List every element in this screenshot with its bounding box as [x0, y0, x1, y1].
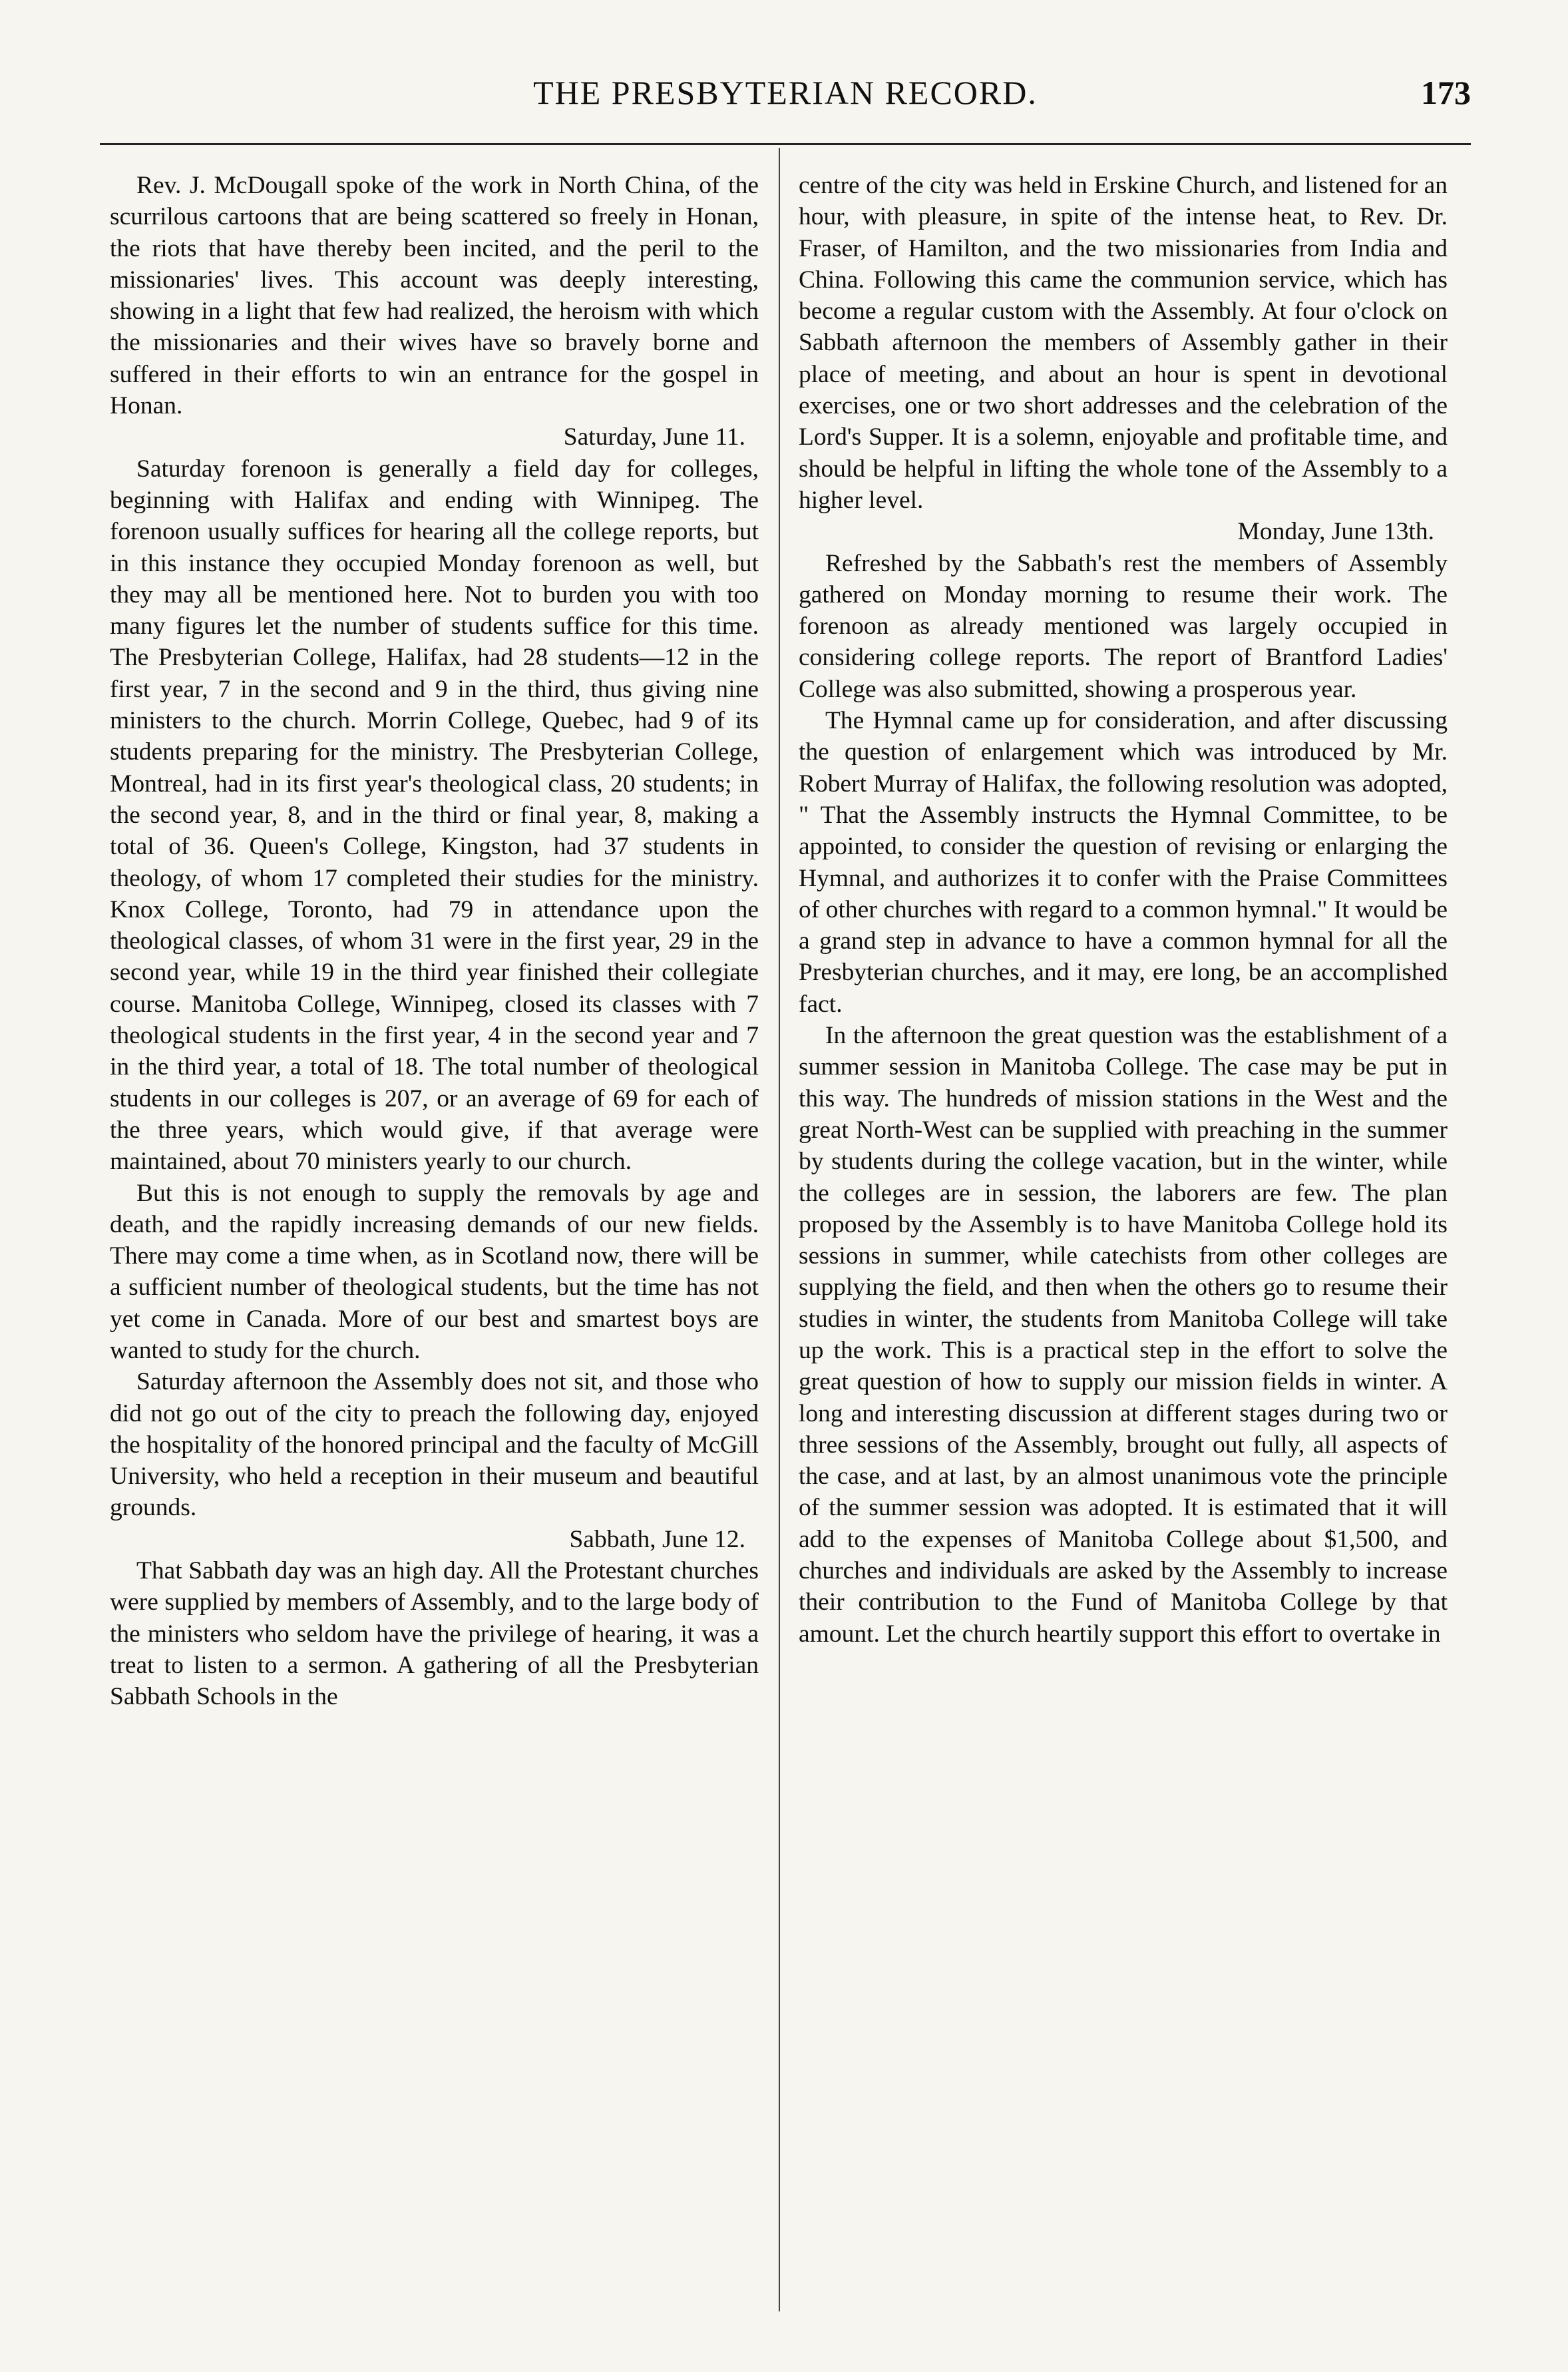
paragraph: Rev. J. McDougall spoke of the work in North China, of the scurrilous cartoons that are being scattered so freely in Honan, the riots that have thereby been incited, and the peril to the missionaries' lives. This account was deeply interesting, showing in a light that few had realized, the heroism with which the missionaries and their wives have so bravely borne and suffered in their efforts to win an entrance for the gospel in Honan.: [110, 172, 759, 420]
paragraph: Refreshed by the Sabbath's rest the members of Assembly gathered on Monday morning to resume their work. The forenoon as already mentioned was largely occupied in considering college reports. The report of Brantford Ladies' College was also submitted, showing a prosperous year.: [799, 549, 1448, 703]
paragraph: The Hymnal came up for consideration, and after discussing the question of enlargement which was introduced by Mr. Robert Murray of Halifax, the following resolution was adopted, " That the Assembly instructs the Hymnal Committee, to be appointed, to consider the question of revising or enlarging the Hymnal, and authorizes it to confer with the Praise Committees of other churches with regard to a common hymnal." It would be a grand step in advance to have a common hymnal for all the Presbyterian churches, and it may, ere long, be an accomplished fact.: [799, 707, 1448, 1018]
paragraph: centre of the city was held in Erskine Church, and listened for an hour, with pleasure, in spite of the intense heat, to Rev. Dr. Fraser, of Hamilton, and the two missionaries from India and China. Following this came the communion service, which has become a regular custom with the Assembly. At four o'clock on Sabbath afternoon the members of Assembly gather in their place of meeting, and about an hour is spent in devotional exercises, one or two short addresses and the celebration of the Lord's Supper. It is a solemn, enjoyable and profitable time, and should be helpful in lifting the whole tone of the Assembly to a higher level.: [799, 172, 1448, 514]
page-header: [100, 73, 1471, 126]
paragraph: Saturday forenoon is generally a field day for colleges, beginning with Halifax and ending with Winnipeg. The forenoon usually suffices for hearing all the college reports, but in this instance they occupied Monday forenoon as well, but they may all be mentioned here. Not to burden you with too many figures let the number of students suffice for this time. The Presbyterian College, Halifax, had 28 students—12 in the first year, 7 in the second and 9 in the third, thus giving nine ministers to the church. Morrin College, Quebec, had 9 of its students preparing for the ministry. The Presbyterian College, Montreal, had in its first year's theological class, 20 students; in the second year, 8, and in the third or final year, 8, making a total of 36. Queen's College, Kingston, had 37 students in theology, of whom 17 completed their studies for the ministry. Knox College, Toronto, had 79 in attendance upon the theological classes, of whom 31 were in the first year, 29 in the second year, while 19 in the third year finished their collegiate course. Manitoba College, Winnipeg, closed its classes with 7 theological students in the first year, 4 in the second year and 7 in the third year, a total of 18. The total number of theological students in our colleges is 207, or an average of 69 for each of the three years, which would give, if that average were maintained, about 70 ministers yearly to our church.: [110, 455, 759, 1176]
running-title: THE PRESBYTERIAN RECORD.: [533, 74, 1038, 111]
dateline: Sabbath, June 12.: [569, 1525, 745, 1553]
dateline: Saturday, June 11.: [563, 423, 745, 451]
left-column: [110, 170, 759, 1713]
header-rule: [100, 143, 1471, 145]
dateline: Monday, June 13th.: [1237, 518, 1434, 546]
paragraph: That Sabbath day was an high day. All the Protestant churches were supplied by members of Assembly, and to the large body of the ministers who seldom have the privilege of hearing, it was a treat to listen to a sermon. A gathering of all the Presbyterian Sabbath Schools in the: [110, 1557, 759, 1711]
paragraph: But this is not enough to supply the removals by age and death, and the rapidly increasing demands of our new fields. There may come a time when, as in Scotland now, there will be a sufficient number of theological students, but the time has not yet come in Canada. More of our best and smartest boys are wanted to study for the church.: [110, 1179, 759, 1364]
page-number: 173: [1421, 74, 1471, 111]
paragraph: Saturday afternoon the Assembly does not sit, and those who did not go out of the city to preach the following day, enjoyed the hospitality of the honored principal and the faculty of McGill University, who held a reception in their museum and beautiful grounds.: [110, 1368, 759, 1522]
column-divider: [779, 148, 780, 2311]
paragraph: In the afternoon the great question was the establishment of a summer session in Manitoba College. The case may be put in this way. The hundreds of mission stations in the West and the great North-West can be supplied with preaching in the summer by students during the college vacation, but in the winter, while the colleges are in session, the laborers are few. The plan proposed by the Assembly is to have Manitoba College hold its sessions in summer, while catechists from other colleges are supplying the field, and then when the others go to resume their studies in winter, the students from Manitoba College will take up the work. This is a practical step in the effort to solve the great question of how to supply our mission fields in winter. A long and interesting discussion at different stages during two or three sessions of the Assembly, brought out fully, all aspects of the case, and at last, by an almost unanimous vote the principle of the summer session was adopted. It is estimated that it will add to the expenses of Manitoba College about $1,500, and churches and individuals are asked by the Assembly to increase their contribution to the Fund of Manitoba College by that amount. Let the church heartily support this effort to overtake in: [799, 1022, 1448, 1648]
right-column: [799, 170, 1448, 1650]
